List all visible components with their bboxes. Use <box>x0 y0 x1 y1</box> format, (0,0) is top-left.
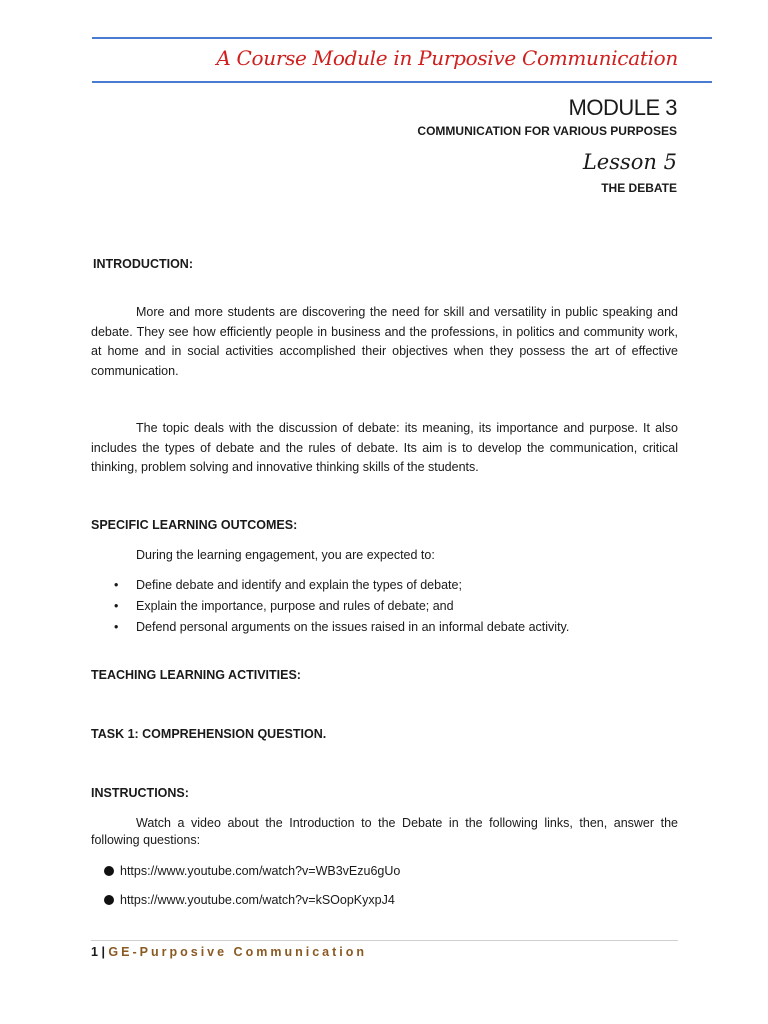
instructions-heading: INSTRUCTIONS: <box>91 786 189 800</box>
footer-separator: | <box>101 945 105 959</box>
page-footer <box>91 945 367 959</box>
teaching-activities-heading: TEACHING LEARNING ACTIVITIES: <box>91 668 301 682</box>
learning-outcomes-heading: SPECIFIC LEARNING OUTCOMES: <box>91 518 298 532</box>
footer-course-name: GE-Purposive Communication <box>108 945 368 959</box>
header-rule-top <box>92 37 712 39</box>
lesson-title: Lesson 5 <box>582 150 677 174</box>
module-subtitle: COMMUNICATION FOR VARIOUS PURPOSES <box>417 124 677 138</box>
lesson-subtitle: THE DEBATE <box>601 181 677 195</box>
introduction-heading: INTRODUCTION: <box>93 257 193 271</box>
video-links-list <box>104 863 400 921</box>
bullet-icon <box>104 866 114 876</box>
introduction-paragraph: More and more students are discovering the need for skill and versatility in public speaking and debate. They see how efficiently people in business and the professions, in politics and community work, at home and in social activities accomplished their objectives when they possess the art of effective communication. <box>91 305 678 378</box>
learning-outcomes-list <box>91 577 691 640</box>
page-number: 1 <box>91 945 98 959</box>
list-item[interactable] <box>104 892 400 921</box>
instructions-text: Watch a video about the Introduction to the Debate in the following links, then, answer the following questions: <box>91 816 678 847</box>
list-item[interactable] <box>104 863 400 892</box>
bullet-icon <box>104 895 114 905</box>
introduction-paragraph: The topic deals with the discussion of debate: its meaning, its importance and purpose. It also includes the types of debate and the rules of debate. Its aim is to develop the communication, critical thinking, problem solving and innovative thinking skills of the students. <box>91 421 678 474</box>
learning-outcomes-lead: During the learning engagement, you are expected to: <box>136 548 435 562</box>
footer-rule <box>91 940 678 941</box>
video-link[interactable]: https://www.youtube.com/watch?v=WB3vEzu6gUo <box>120 864 401 878</box>
list-item: • Defend personal arguments on the issues raised in an informal debate activity. <box>91 619 691 640</box>
video-link[interactable]: https://www.youtube.com/watch?v=kSOopKyxpJ4 <box>120 893 395 907</box>
list-item: • Define debate and identify and explain the types of debate; <box>91 577 691 598</box>
header-rule-bottom <box>92 81 712 83</box>
list-item: • Explain the importance, purpose and rules of debate; and <box>91 598 691 619</box>
module-title: MODULE 3 <box>568 95 677 120</box>
task-heading: TASK 1: COMPREHENSION QUESTION. <box>91 727 327 741</box>
course-header-title: A Course Module in Purposive Communication <box>216 46 678 70</box>
